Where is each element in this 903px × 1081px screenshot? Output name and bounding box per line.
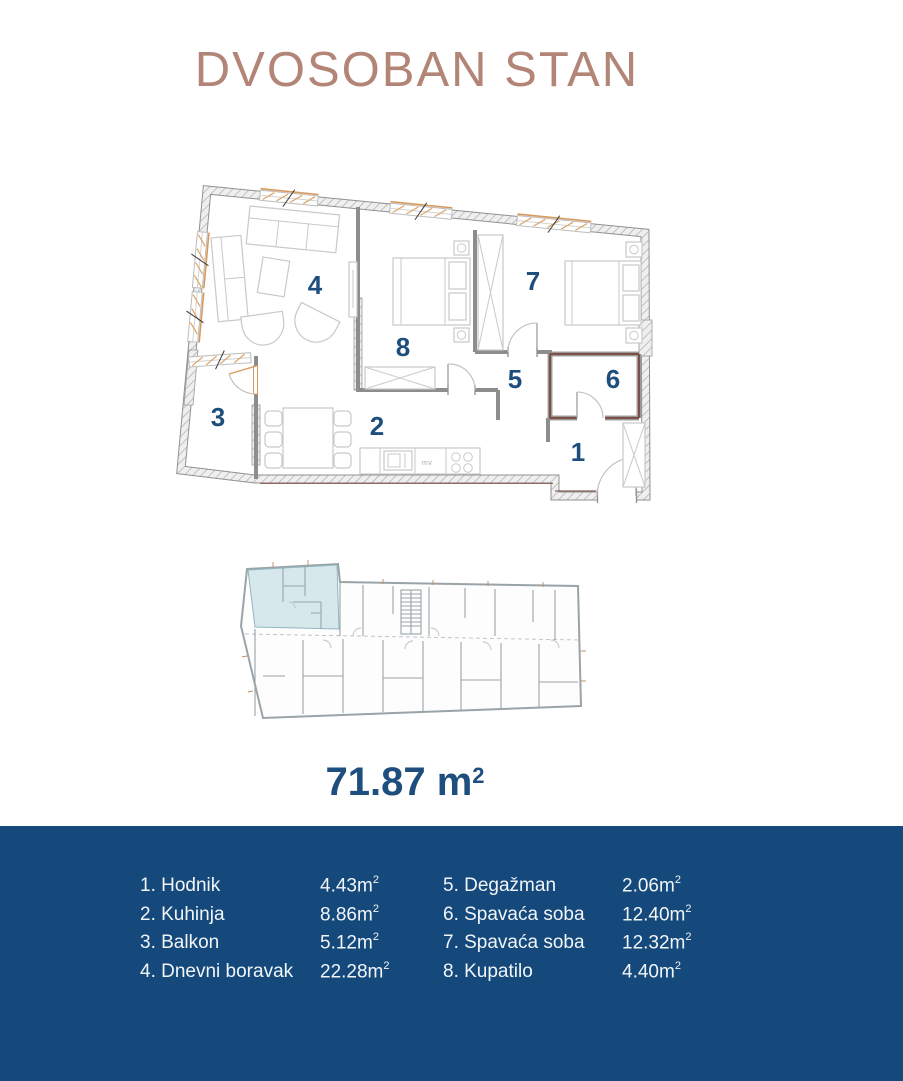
room-label-6: 6	[605, 364, 621, 394]
wardrobe	[623, 423, 645, 487]
room-label-8: 8	[395, 332, 411, 362]
window-icon	[389, 199, 452, 223]
legend-column-1	[140, 872, 390, 986]
sofa-chaise	[211, 235, 248, 321]
room6-walls	[550, 354, 639, 418]
legend-room-name: 6. Spavaća soba	[443, 903, 585, 925]
floor-plan	[165, 180, 675, 520]
mini-floor-plan	[233, 556, 589, 738]
total-area-value: 71.87 m	[325, 760, 473, 804]
bed	[393, 241, 470, 342]
legend-item	[140, 872, 390, 901]
armchair	[287, 302, 339, 349]
kitchen-counter	[360, 448, 480, 474]
legend-column-2	[443, 872, 692, 986]
legend-room-area: $8.86m^2$	[320, 902, 379, 926]
legend-room-name: 1. Hodnik	[140, 875, 221, 897]
sofa	[246, 206, 339, 253]
legend-room-name: 5. Degažman	[443, 875, 557, 897]
legend-room-name: 7. Spavaća soba	[443, 932, 585, 954]
room-label-1: 1	[570, 437, 586, 467]
legend-room-area: $12.40m^2$	[622, 902, 692, 926]
window-icon	[259, 186, 319, 210]
window-icon	[188, 231, 211, 288]
dresser	[365, 367, 435, 389]
legend-room-name: 4. Dnevni boravak	[140, 961, 294, 983]
wall-accent-line	[260, 483, 596, 491]
tv-panel	[349, 262, 357, 317]
window-icon	[184, 291, 207, 342]
armchair	[241, 311, 287, 348]
coffee-table	[257, 257, 289, 297]
dining-set	[265, 408, 351, 468]
room-label-3: 3	[210, 402, 226, 432]
wardrobe	[478, 235, 503, 350]
legend-room-area: $22.28m^2$	[320, 959, 390, 983]
legend-room-area: $2.06m^2$	[622, 874, 681, 897]
legend-room-name: 8. Kupatilo	[443, 961, 533, 983]
legend-item	[140, 958, 390, 987]
room-label-4: 4	[307, 270, 323, 300]
total-area-sup: 2	[472, 762, 485, 788]
page-title: DVOSOBAN STAN	[194, 43, 640, 97]
bed	[565, 242, 642, 343]
legend-room-name: 2. Kuhinja	[140, 903, 225, 925]
legend-item	[443, 929, 692, 958]
legend-room-name: 3. Balkon	[140, 932, 220, 954]
legend-room-area: $4.43m^2$	[320, 874, 379, 897]
legend-item	[140, 929, 390, 958]
legend-item	[443, 872, 692, 901]
footer	[0, 826, 903, 1081]
highlighted-unit	[248, 565, 339, 629]
mini-floor-plan-svg	[233, 556, 589, 738]
legend-room-area: $5.12m^2$	[320, 931, 379, 954]
room-label-5: 5	[507, 364, 523, 394]
legend-item	[140, 901, 390, 930]
total-area	[0, 760, 810, 805]
legend-room-area: $4.40m^2$	[622, 959, 681, 983]
window-icon	[516, 212, 591, 237]
legend-item	[443, 958, 692, 987]
room-label-7: 7	[525, 266, 541, 296]
kitchen-label: mv	[422, 460, 433, 467]
legend-item	[443, 901, 692, 930]
room-label-2: 2	[369, 411, 385, 441]
floor-plan-svg	[165, 180, 675, 520]
legend-room-area: $12.32m^2$	[622, 931, 692, 954]
